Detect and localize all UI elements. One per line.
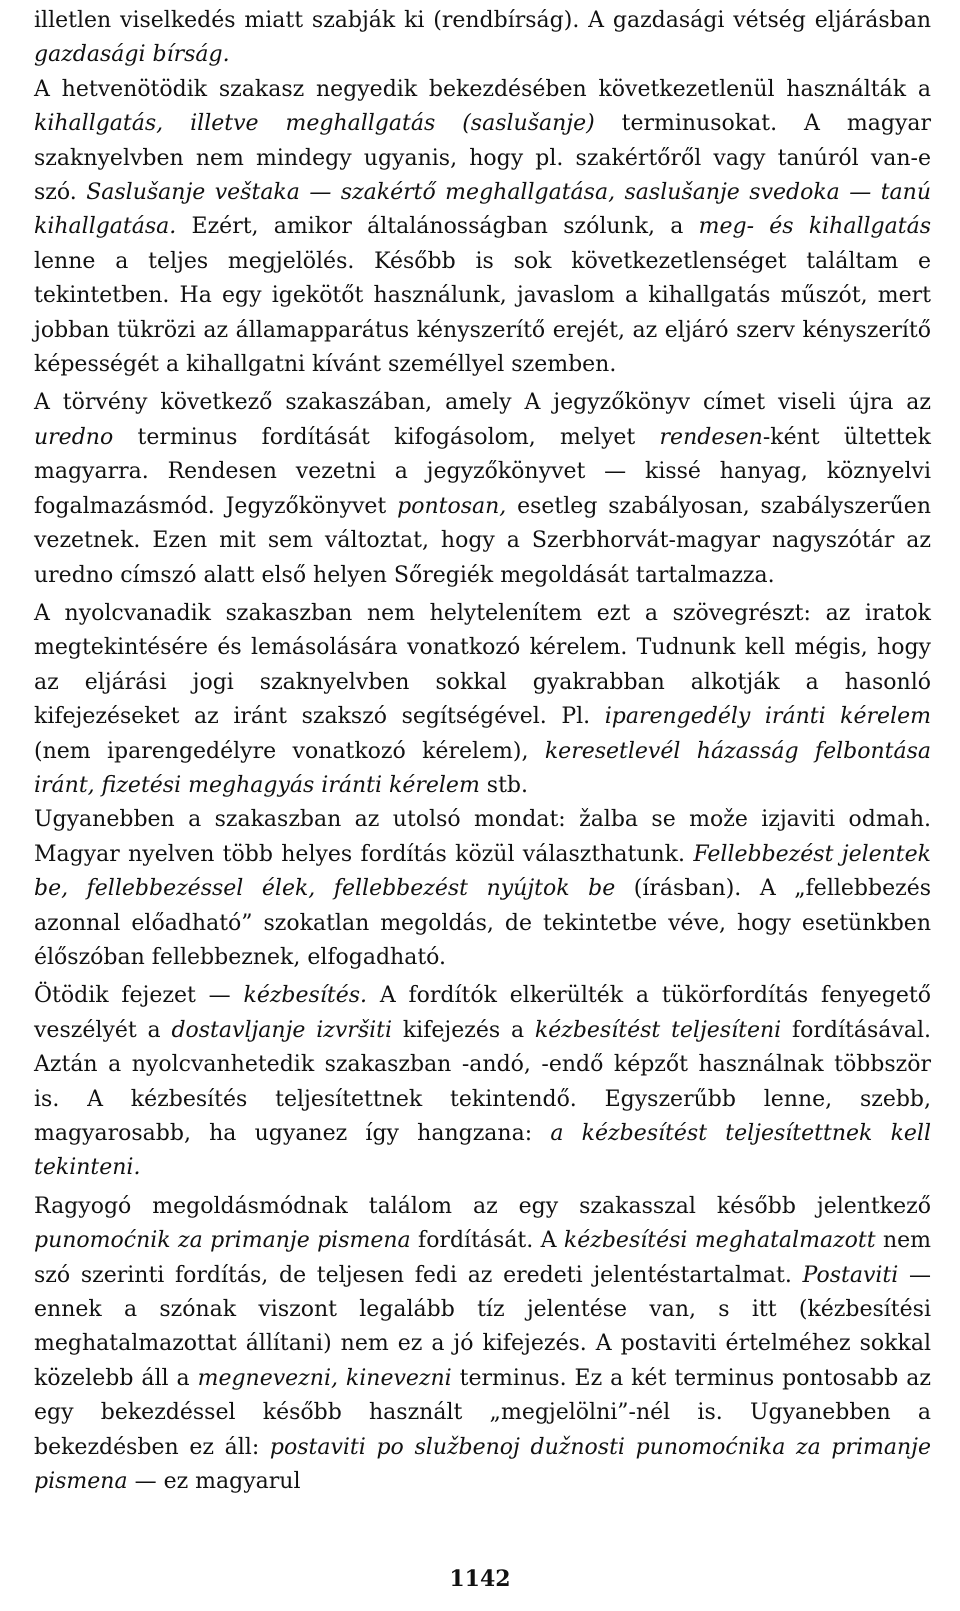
text-segment: A fordítók elkerülték a tükörfordítás fenyegető veszélyét a xyxy=(34,983,931,1043)
italic-term: gazdasági bírság. xyxy=(34,42,230,68)
text-segment: nem szó szerinti fordítás, de teljesen fedi az eredeti jelentéstartalmat. xyxy=(34,1228,932,1288)
italic-term: meg- és kihallgatás xyxy=(698,214,931,240)
paragraph xyxy=(34,4,931,73)
text-segment: terminus fordítását kifogásolom, melyet xyxy=(113,424,660,450)
italic-term: kihallgatás, illetve meghallgatás (saslušanje) xyxy=(34,111,595,137)
text-segment: kifejezés a xyxy=(392,1017,535,1043)
paragraph xyxy=(34,803,931,975)
italic-term: Saslušanje veštaka — szakértő meghallgatása, saslušanje svedoka — tanú kihallgatása. xyxy=(34,180,931,240)
text-segment: — ennek a szónak viszont legalább tíz jelentése van, s itt (kézbesítési meghatalmazottat állítani) nem ez a jó kifejezés. A postaviti értelméhez sokkal közelebb áll a xyxy=(34,1262,931,1391)
text-segment: Ötödik fejezet — xyxy=(34,983,244,1009)
text-segment: — ez magyarul xyxy=(127,1469,301,1495)
text-segment: esetleg szabályosan, szabályszerűen vezetnek. Ezen mit sem változtat, hogy a Szerbhorvát-magyar nagyszótár az uredno címszó alatt első helyen Sőregiék megoldását tartalmazza. xyxy=(34,493,931,588)
text-segment: A nyolcvanadik szakaszban nem helytelenítem ezt a szövegrészt: az iratok megtekintésére és lemásolására vonatkozó kérelem. Tudnunk kell mégis, hogy az eljárási jogi szaknyelvben sokkal gyakrabban alkotják a hasonló kifejezéseket az iránt szakszó segítségével. Pl. xyxy=(34,600,931,730)
italic-term: pontosan, xyxy=(397,493,507,519)
text-segment: terminus. Ez a két terminus pontosabb az egy bekezdéssel később használt „megjelölni”-nél is. Ugyanebben a bekezdésben ez áll: xyxy=(34,1365,931,1460)
italic-term: uredno xyxy=(34,424,114,450)
italic-term: rendesen xyxy=(659,424,763,450)
italic-term: megnevezni, kinevezni xyxy=(197,1365,452,1391)
text-segment: (nem iparengedélyre vonatkozó kérelem), xyxy=(34,738,545,764)
text-segment: A törvény következő szakaszában, amely A jegyzőkönyv címet viseli újra az xyxy=(34,390,931,416)
text-segment: terminusokat. A magyar szaknyelvben nem mindegy ugyanis, hogy pl. szakértőről vagy tanúról van-e szó. xyxy=(34,111,932,206)
text-segment: fordításával. Aztán a nyolcvanhetedik szakaszban -andó, -endő képzőt használnak többször is. A kézbesítés teljesítettnek tekintendő. Egyszerűbb lenne, szebb, magyarosabb, ha ugyanez így hangzana: xyxy=(34,1017,931,1146)
text-segment: Ezért, amikor általánosságban szólunk, a xyxy=(176,214,699,240)
paragraph xyxy=(34,73,931,383)
italic-term: iparengedély iránti kérelem xyxy=(604,704,931,730)
text-segment: stb. xyxy=(479,772,529,798)
document-body xyxy=(34,4,931,1499)
italic-term: kézbesítési meghatalmazott xyxy=(563,1228,876,1254)
italic-term: dostavljanje izvršiti xyxy=(171,1017,393,1043)
paragraph xyxy=(34,1190,931,1500)
italic-term: kézbesítés. xyxy=(243,983,367,1009)
text-segment: Ragyogó megoldásmódnak találom az egy szakasszal később jelentkező xyxy=(34,1193,931,1219)
page-number: 1142 xyxy=(449,1566,511,1592)
italic-term: kézbesítést teljesíteni xyxy=(534,1017,782,1043)
italic-term: Fellebbezést jelentek be, fellebbezéssel élek, fellebbezést nyújtok be xyxy=(34,841,931,902)
italic-term: a kézbesítést teljesítettnek kell tekinteni. xyxy=(34,1121,931,1181)
paragraph xyxy=(34,979,931,1185)
text-segment: -ként ültettek magyarra. Rendesen vezetni a jegyzőkönyvet — kissé hanyag, köznyelvi fogalmazásmód. Jegyzőkönyvet xyxy=(34,424,931,519)
text-segment: (írásban). A „fellebbezés azonnal előadható” szokatlan megoldás, de tekintetbe véve, hogy esetünkben élőszóban fellebbeznek, elfogadható. xyxy=(34,876,932,970)
text-segment: lenne a teljes megjelölés. Később is sok következetlenséget találtam e tekintetben. Ha egy igekötőt használunk, javaslom a kihallgatás műszót, mert jobban tükrözi az államapparátus kényszerítő erejét, az eljáró szerv kényszerítő képességét a kihallgatni kívánt személlyel szemben. xyxy=(34,248,931,378)
italic-term: punomoćnik za primanje pismena xyxy=(34,1228,411,1254)
italic-term: postaviti po službenoj dužnosti punomoćnika za primanje pismena xyxy=(34,1434,931,1495)
paragraph xyxy=(34,386,931,592)
italic-term: keresetlevél házasság felbontása iránt, fizetési meghagyás iránti kérelem xyxy=(34,738,931,798)
text-segment: illetlen viselkedés miatt szabják ki (rendbírság). A gazdasági vétség eljárásban xyxy=(34,8,931,33)
text-segment: A hetvenötödik szakasz negyedik bekezdésében következetlenül használták a xyxy=(34,76,931,102)
text-segment: fordítását. A xyxy=(410,1228,564,1254)
paragraph xyxy=(34,597,931,803)
text-segment: Ugyanebben a szakaszban az utolsó mondat: žalba se može izjaviti odmah. Magyar nyelven több helyes fordítás közül választhatunk. xyxy=(34,807,931,867)
italic-term: Postaviti xyxy=(802,1262,899,1288)
